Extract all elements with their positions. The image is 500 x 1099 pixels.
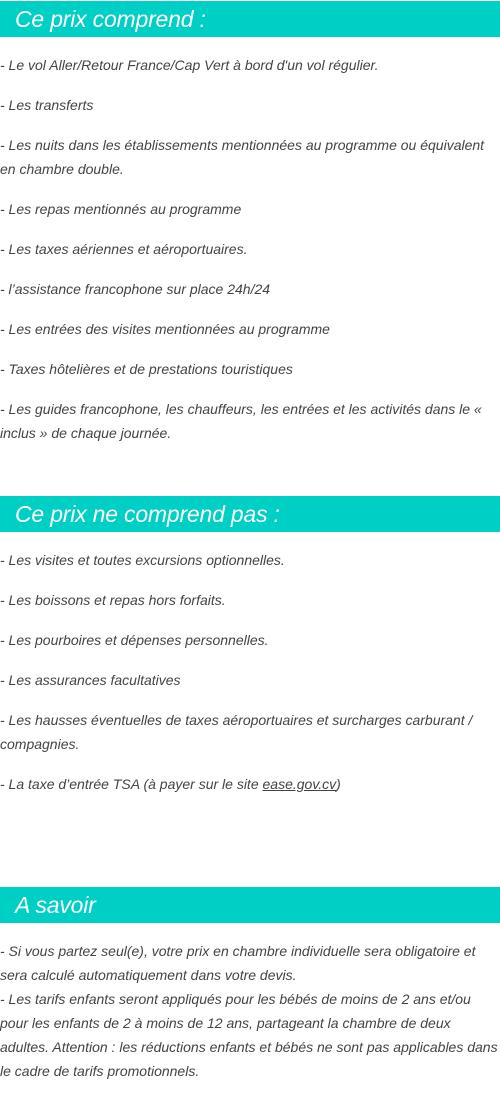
list-item: - Le vol Aller/Retour France/Cap Vert à bord d'un vol régulier. (0, 57, 379, 73)
tsa-prefix: - La taxe d’entrée TSA (à payer sur le site (0, 776, 263, 792)
included-list (0, 53, 500, 445)
list-item: - Les tarifs enfants seront appliqués pour les bébés de moins de 2 ans et/ou pour les enfants de 2 à moins de 12 ans, partageant la chambre de deux adultes. Attention : les réductions enfants et bébés ne sont pas applicables dans le cadre de tarifs promotionnels. (0, 991, 498, 1079)
section-title-not-included: Ce prix ne comprend pas : (0, 496, 500, 532)
list-item: - Les hausses éventuelles de taxes aéroportuaires et surcharges carburant / compagnies. (0, 712, 473, 752)
list-item: - l’assistance francophone sur place 24h/24 (0, 281, 271, 297)
list-item: - Les pourboires et dépenses personnelles. (0, 632, 269, 648)
list-item: - Si vous partez seul(e), votre prix en chambre individuelle sera obligatoire et sera calculé automatiquement dans votre devis. (0, 943, 476, 983)
section-included (0, 1, 500, 445)
list-item-tsa (0, 772, 500, 796)
list-item: - Les visites et toutes excursions optionnelles. (0, 552, 285, 568)
tsa-suffix: ) (336, 776, 341, 792)
list-item: - Les entrées des visites mentionnées au programme (0, 321, 330, 337)
list-item: - Les assurances facultatives (0, 672, 181, 688)
list-item: - Les boissons et repas hors forfaits. (0, 592, 226, 608)
list-item: - Taxes hôtelières et de prestations touristiques (0, 361, 293, 377)
list-item: - Les transferts (0, 97, 94, 113)
list-item: - Les repas mentionnés au programme (0, 201, 242, 217)
list-item: - Les guides francophone, les chauffeurs, les entrées et les activités dans le « inclus » de chaque journée. (0, 401, 482, 441)
list-item: - Les taxes aériennes et aéroportuaires. (0, 241, 248, 257)
section-title-good-to-know: A savoir (0, 887, 500, 923)
not-included-list (0, 548, 500, 796)
good-to-know-list (0, 939, 500, 1083)
section-title-included: Ce prix comprend : (0, 1, 500, 37)
ease-gov-link[interactable]: ease.gov.cv (262, 776, 337, 792)
section-good-to-know (0, 887, 500, 1083)
section-not-included (0, 496, 500, 796)
list-item: - Les nuits dans les établissements mentionnées au programme ou équivalent en chambre double. (0, 137, 485, 177)
